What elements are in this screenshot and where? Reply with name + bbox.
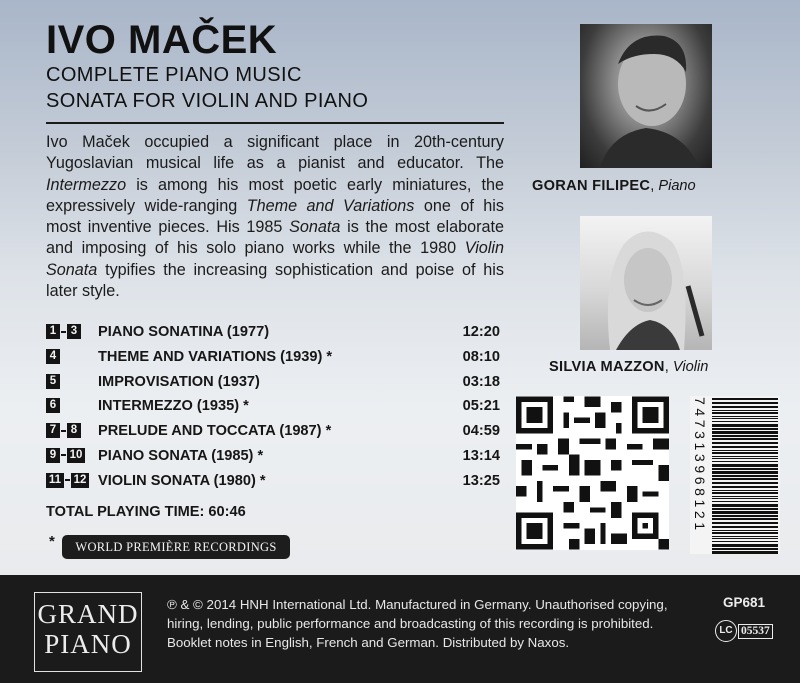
track-title: PRELUDE AND TOCCATA (1987) *	[98, 423, 332, 440]
barcode-bar	[712, 452, 778, 454]
barcode-bar	[712, 468, 778, 470]
barcode-bar	[712, 464, 778, 467]
barcode-bar	[712, 398, 778, 400]
barcode-bar	[712, 551, 778, 554]
barcode-bar	[712, 458, 778, 459]
barcode-bar	[712, 538, 778, 539]
track-start-box: 9	[46, 448, 60, 463]
barcode-bar	[712, 478, 778, 480]
track-title: PIANO SONATINA (1977)	[98, 324, 270, 340]
barcode-bar	[712, 442, 778, 444]
barcode-bar	[712, 406, 778, 408]
blurb-italic-4: Violin Sonata	[46, 239, 504, 279]
pianist-photo	[580, 24, 712, 168]
blurb-italic-3: Sonata	[289, 218, 341, 237]
barcode-bar	[712, 492, 778, 494]
barcode-bar	[712, 402, 778, 404]
track-start-box: 5	[46, 374, 60, 389]
barcode-bar	[712, 461, 778, 462]
blurb-text-1: Ivo Maček occupied a significant place in 20th-century Yugoslavian musical life as a pianist and educator. The	[46, 133, 504, 173]
album-subtitle-2: SONATA FOR VIOLIN AND PIANO	[46, 90, 369, 112]
barcode-bar	[712, 431, 778, 434]
barcode-bar	[712, 496, 778, 497]
premiere-asterisk: *	[49, 533, 55, 550]
range-dash	[61, 430, 66, 432]
track-row	[46, 445, 500, 470]
track-duration: 13:25	[462, 472, 500, 489]
track-number	[46, 324, 81, 339]
track-row	[46, 321, 500, 346]
track-number	[46, 374, 60, 389]
barcode-bar	[712, 446, 778, 448]
pianist-portrait-illustration	[580, 24, 712, 168]
track-end-box: 10	[67, 448, 85, 463]
barcode-bar	[712, 450, 778, 451]
track-number	[46, 473, 89, 488]
track-row	[46, 470, 500, 495]
pianist-credit	[532, 178, 696, 194]
barcode-bar	[712, 498, 778, 499]
pianist-role: Piano	[658, 178, 696, 194]
composer-title: IVO MAČEK	[46, 18, 278, 62]
track-start-box: 4	[46, 349, 60, 364]
track-row	[46, 395, 500, 420]
logo-text-top: GRAND	[37, 599, 139, 629]
barcode-bar	[712, 428, 778, 430]
barcode-bar	[712, 486, 778, 488]
violinist-name: SILVIA MAZZON	[549, 359, 665, 375]
barcode-bar	[712, 515, 778, 517]
barcode-bar	[712, 518, 778, 520]
track-list	[46, 321, 500, 495]
barcode-digits: 747313968121	[692, 397, 708, 534]
range-dash	[61, 331, 66, 333]
track-number	[46, 398, 60, 413]
legal-line: Booklet notes in English, French and German. Distributed by Naxos.	[167, 635, 570, 650]
world-premiere-badge: WORLD PREMIÈRE RECORDINGS	[62, 535, 290, 559]
legal-notice	[167, 595, 707, 652]
track-start-box: 1	[46, 324, 60, 339]
barcode-bar	[712, 504, 778, 507]
track-number	[46, 349, 60, 364]
blurb-italic-2: Theme and Variations	[246, 196, 415, 215]
track-duration: 12:20	[462, 324, 500, 340]
barcode-bar	[712, 435, 778, 437]
track-start-box: 7	[46, 423, 60, 438]
range-dash	[61, 454, 66, 456]
barcode-bar	[712, 522, 778, 524]
blurb-text-2: is among his most poetic early miniatures, the expressively wide-ranging	[46, 175, 504, 215]
track-number	[46, 423, 81, 438]
barcode-bar	[712, 530, 778, 531]
track-number	[46, 448, 85, 463]
barcode-bar	[712, 544, 778, 547]
barcode-bar	[712, 418, 778, 419]
credit-separator: ,	[650, 178, 659, 194]
barcode-bar	[712, 471, 778, 474]
lc-logo-icon: LC	[715, 620, 737, 642]
blurb-text-5: typifies the increasing sophistication and poise of his later style.	[46, 260, 504, 301]
barcode-bar	[712, 416, 778, 417]
barcode-bar	[712, 501, 778, 502]
track-duration: 05:21	[462, 398, 500, 415]
description-text	[46, 132, 504, 302]
barcode-bar	[712, 475, 778, 477]
catalog-number: GP681	[723, 595, 766, 610]
track-row	[46, 371, 500, 396]
qr-code	[516, 396, 669, 550]
track-start-box: 6	[46, 398, 60, 413]
barcode-bar	[712, 532, 778, 534]
track-duration: 08:10	[462, 348, 500, 365]
violinist-photo	[580, 216, 712, 350]
barcode-bar	[712, 508, 778, 510]
barcode-bar	[712, 511, 778, 514]
label-code	[715, 620, 773, 642]
blurb-text-4: is the most elaborate and imposing of his solo piano works while the 1980	[46, 218, 504, 258]
total-playing-time: TOTAL PLAYING TIME: 60:46	[46, 504, 246, 520]
track-start-box: 11	[46, 473, 64, 488]
album-subtitle-1: COMPLETE PIANO MUSIC	[46, 64, 302, 86]
barcode-bar	[712, 421, 778, 422]
track-title: INTERMEZZO (1935) *	[98, 398, 249, 415]
barcode-bar	[712, 541, 778, 542]
violinist-role: Violin	[672, 359, 709, 375]
barcode-bar	[712, 410, 778, 411]
barcode-bar	[712, 438, 778, 440]
legal-line: ℗ & © 2014 HNH International Ltd. Manufactured in Germany. Unauthorised copying,	[167, 597, 668, 612]
barcode-bar	[712, 482, 778, 484]
track-title: VIOLIN SONATA (1980) *	[98, 472, 266, 489]
barcode-bar	[712, 412, 778, 414]
blurb-italic-1: Intermezzo	[46, 175, 127, 194]
violinist-credit	[549, 359, 708, 375]
track-title: THEME AND VARIATIONS (1939) *	[98, 348, 333, 365]
credit-separator: ,	[664, 359, 673, 375]
barcode-bar	[712, 490, 778, 491]
title-divider	[46, 122, 504, 124]
barcode-bar	[712, 548, 778, 550]
range-dash	[65, 479, 70, 481]
blurb-text-3: one of his most inventive pieces. His 1985	[46, 196, 504, 237]
grand-piano-logo	[34, 592, 142, 672]
legal-line: hiring, lending, public performance and broadcasting of this recording is prohibited.	[167, 616, 654, 631]
barcode-bar	[712, 536, 778, 537]
track-end-box: 3	[67, 324, 81, 339]
violinist-portrait-illustration	[580, 216, 712, 350]
track-end-box: 8	[67, 423, 81, 438]
track-duration: 03:18	[462, 373, 500, 390]
barcode-bar	[712, 424, 778, 427]
footer-bar	[0, 575, 800, 683]
track-row	[46, 420, 500, 445]
track-duration: 13:14	[462, 447, 500, 464]
barcode-bar	[712, 526, 778, 528]
pianist-name: GORAN FILIPEC	[532, 178, 651, 194]
track-duration: 04:59	[462, 423, 500, 440]
track-row	[46, 346, 500, 371]
track-title: IMPROVISATION (1937)	[98, 373, 260, 390]
track-end-box: 12	[71, 473, 89, 488]
logo-text-bottom: PIANO	[44, 629, 132, 659]
track-title: PIANO SONATA (1985) *	[98, 447, 264, 464]
lc-number: 05537	[738, 624, 773, 639]
barcode-bar	[712, 456, 778, 457]
